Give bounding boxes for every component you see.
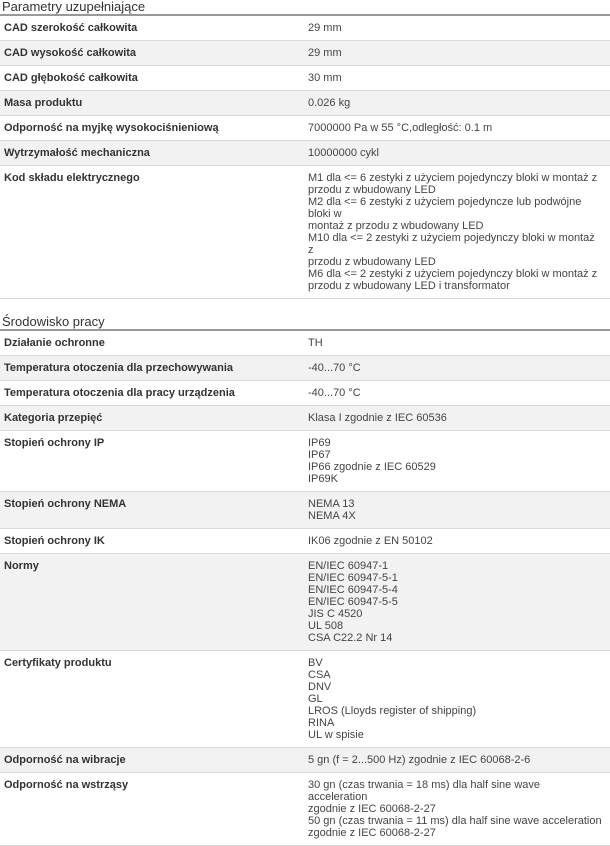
spec-row-kategoria-przepiec bbox=[0, 406, 610, 431]
spec-value-line: IP69 bbox=[308, 437, 331, 449]
spec-row-temperatura-otoczenia-dla-pracy-urzadzenia bbox=[0, 381, 610, 406]
spec-value bbox=[304, 651, 610, 748]
spec-value-line: 10000000 cykl bbox=[308, 147, 379, 159]
spec-row-wytrzymalosc-mechaniczna bbox=[0, 141, 610, 166]
spec-value-line: IP67 bbox=[308, 449, 331, 461]
spec-label: Temperatura otoczenia dla przechowywania bbox=[4, 362, 234, 374]
spec-value-line: 29 mm bbox=[308, 47, 342, 59]
spec-row-masa-produktu bbox=[0, 91, 610, 116]
spec-label: Odporność na wibracje bbox=[4, 754, 126, 766]
spec-value bbox=[304, 431, 610, 492]
spec-value-line: NEMA 4X bbox=[308, 510, 356, 522]
section-title: Środowisko pracy bbox=[0, 313, 610, 331]
spec-label: Normy bbox=[4, 560, 39, 572]
spec-row-cad-szerokosc-calkowita bbox=[0, 16, 610, 41]
spec-value-line: EN/IEC 60947-5-4 bbox=[308, 584, 398, 596]
spec-value-line: EN/IEC 60947-5-5 bbox=[308, 596, 398, 608]
spec-label: CAD szerokość całkowita bbox=[4, 22, 138, 34]
spec-value-line: Klasa I zgodnie z IEC 60536 bbox=[308, 412, 447, 424]
spec-value-line: 30 mm bbox=[308, 72, 342, 84]
spec-label: Kategoria przepięć bbox=[4, 412, 103, 424]
spec-value bbox=[304, 554, 610, 651]
spec-row-stopien-ochrony-ip bbox=[0, 431, 610, 492]
spec-value-line: M10 dla <= 2 zestyki z użyciem pojedynczy bloki w montaż z bbox=[308, 232, 595, 256]
spec-value bbox=[304, 331, 610, 356]
spec-value bbox=[304, 16, 610, 41]
spec-table bbox=[0, 331, 610, 846]
spec-label: Kod składu elektrycznego bbox=[4, 172, 140, 184]
spec-value-line: 0.026 kg bbox=[308, 97, 351, 109]
spec-value bbox=[304, 66, 610, 91]
spec-row-temperatura-otoczenia-dla-przechowywania bbox=[0, 356, 610, 381]
spec-value-line: M6 dla <= 2 zestyki z użyciem pojedynczy bloki w montaż z bbox=[308, 268, 598, 280]
spec-value-line: JIS C 4520 bbox=[308, 608, 363, 620]
spec-value bbox=[304, 773, 610, 846]
spec-value-line: GL bbox=[308, 693, 323, 705]
spec-value-line: IK06 zgodnie z EN 50102 bbox=[308, 535, 433, 547]
spec-value-line: -40...70 °C bbox=[308, 387, 361, 399]
spec-value-line: IP66 zgodnie z IEC 60529 bbox=[308, 461, 436, 473]
spec-label: Działanie ochronne bbox=[4, 337, 105, 349]
spec-value-line: 50 gn (czas trwania = 11 ms) dla half sine wave acceleration bbox=[308, 815, 602, 827]
spec-value-line: CSA C22.2 Nr 14 bbox=[308, 632, 393, 644]
spec-value-line: zgodnie z IEC 60068-2-27 bbox=[308, 827, 436, 839]
spec-value bbox=[304, 91, 610, 116]
spec-value-line: 29 mm bbox=[308, 22, 342, 34]
spec-value-line: CSA bbox=[308, 669, 331, 681]
spec-value-line: UL 508 bbox=[308, 620, 344, 632]
spec-value bbox=[304, 141, 610, 166]
spec-table bbox=[0, 16, 610, 299]
spec-value-line: 30 gn (czas trwania = 18 ms) dla half sine wave acceleration bbox=[308, 779, 541, 803]
spec-label: Stopień ochrony IP bbox=[4, 437, 105, 449]
spec-value-line: EN/IEC 60947-1 bbox=[308, 560, 389, 572]
spec-label: Temperatura otoczenia dla pracy urządzenia bbox=[4, 387, 235, 399]
spec-label: Wytrzymałość mechaniczna bbox=[4, 147, 150, 159]
spec-row-odpornosc-na-myjke-wysokocisnieniowa bbox=[0, 116, 610, 141]
spec-value bbox=[304, 492, 610, 529]
spec-value bbox=[304, 406, 610, 431]
spec-value-line: RINA bbox=[308, 717, 335, 729]
spec-value-line: NEMA 13 bbox=[308, 498, 355, 510]
spec-row-kod-skladu-elektrycznego bbox=[0, 166, 610, 299]
spec-value-line: EN/IEC 60947-5-1 bbox=[308, 572, 398, 584]
spec-value-line: przodu z wbudowany LED bbox=[308, 184, 436, 196]
spec-value-line: zgodnie z IEC 60068-2-27 bbox=[308, 803, 436, 815]
spec-row-cad-wysokosc-calkowita bbox=[0, 41, 610, 66]
spec-row-cad-glebokosc-calkowita bbox=[0, 66, 610, 91]
spec-value bbox=[304, 166, 610, 299]
spec-label: CAD głębokość całkowita bbox=[4, 72, 138, 84]
spec-value bbox=[304, 748, 610, 773]
spec-label: Certyfikaty produktu bbox=[4, 657, 112, 669]
spec-value bbox=[304, 116, 610, 141]
spec-value-line: 5 gn (f = 2...500 Hz) zgodnie z IEC 60068-2-6 bbox=[308, 754, 531, 766]
spec-label: CAD wysokość całkowita bbox=[4, 47, 137, 59]
spec-row-odpornosc-na-wibracje bbox=[0, 748, 610, 773]
spec-value-line: DNV bbox=[308, 681, 332, 693]
spec-value bbox=[304, 41, 610, 66]
spec-value bbox=[304, 356, 610, 381]
spec-value-line: przodu z wbudowany LED bbox=[308, 256, 436, 268]
spec-row-stopien-ochrony-ik bbox=[0, 529, 610, 554]
spec-value bbox=[304, 381, 610, 406]
spec-value-line: M1 dla <= 6 zestyki z użyciem pojedynczy bloki w montaż z bbox=[308, 172, 598, 184]
spec-row-dzialanie-ochronne bbox=[0, 331, 610, 356]
spec-row-certyfikaty-produktu bbox=[0, 651, 610, 748]
spec-value-line: LROS (Lloyds register of shipping) bbox=[308, 705, 477, 717]
spec-value-line: TH bbox=[308, 337, 323, 349]
spec-row-odpornosc-na-wstrzasy bbox=[0, 773, 610, 846]
spec-value-line: IP69K bbox=[308, 473, 338, 485]
spec-value bbox=[304, 529, 610, 554]
spec-value-line: 7000000 Pa w 55 °C,odległość: 0.1 m bbox=[308, 122, 493, 134]
spec-value-line: przodu z wbudowany LED i transformator bbox=[308, 280, 510, 292]
spec-row-stopien-ochrony-nema bbox=[0, 492, 610, 529]
spec-value-line: M2 dla <= 6 zestyki z użyciem pojedyncze lub podwójne bloki w bbox=[308, 196, 582, 220]
spec-row-normy bbox=[0, 554, 610, 651]
section-title: Parametry uzupełniające bbox=[0, 0, 610, 16]
spec-value-line: -40...70 °C bbox=[308, 362, 361, 374]
spec-label: Stopień ochrony IK bbox=[4, 535, 105, 547]
spec-value-line: UL w spisie bbox=[308, 729, 364, 741]
spec-label: Masa produktu bbox=[4, 97, 83, 109]
spec-label: Stopień ochrony NEMA bbox=[4, 498, 127, 510]
spec-label: Odporność na wstrząsy bbox=[4, 779, 129, 791]
spec-label: Odporność na myjkę wysokociśnieniową bbox=[4, 122, 219, 134]
spec-value-line: BV bbox=[308, 657, 323, 669]
spec-value-line: montaż z przodu z wbudowany LED bbox=[308, 220, 484, 232]
